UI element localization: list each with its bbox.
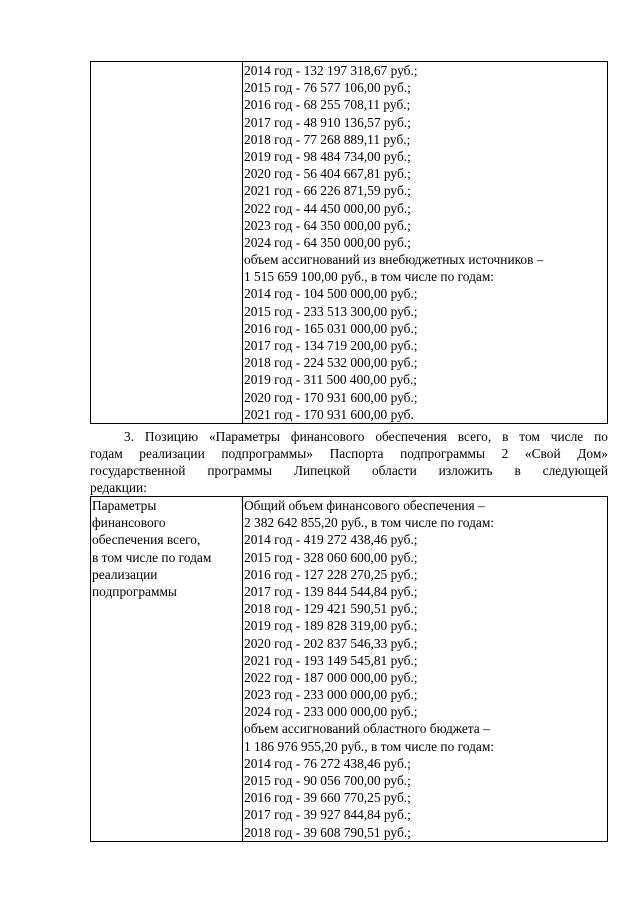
parameter-name-line: Параметры [92,498,157,513]
funding-line: 2019 год - 311 500 400,00 руб.; [244,372,418,388]
parameter-name-line: подпрограммы [92,583,177,599]
financing-table-new [90,496,608,842]
parameter-name-line: обеспечения всего, [92,532,201,548]
funding-line: 2017 год - 134 719 200,00 руб.; [244,338,418,353]
parameter-name-line: в том числе по годам [92,549,212,565]
funding-line: 2023 год - 233 000 000,00 руб.; [244,687,418,703]
funding-line: 2015 год - 328 060 600,00 руб.; [244,549,418,565]
funding-line: 2016 год - 127 228 270,25 руб.; [244,566,418,582]
funding-line: 2016 год - 39 660 770,25 руб.; [244,790,411,806]
table-row [91,62,608,424]
funding-line: 2020 год - 202 837 546,33 руб.; [244,635,418,651]
funding-line: 2014 год - 132 197 318,67 руб.; [244,63,418,78]
funding-line: 2017 год - 39 927 844,84 руб.; [244,807,411,823]
parameter-name-line: финансового [92,515,166,531]
table-row [91,497,608,842]
parameter-cell-empty [91,62,243,424]
funding-line: Общий объем финансового обеспечения – [244,498,485,513]
funding-line: объем ассигнований из внебюджетных источников – [244,252,544,268]
values-cell [243,62,608,424]
funding-line: 2015 год - 233 513 300,00 руб.; [244,303,418,319]
funding-line: 2015 год - 90 056 700,00 руб.; [244,773,411,788]
funding-line: 2021 год - 193 149 545,81 руб.; [244,652,418,668]
funding-line: 1 515 659 100,00 руб., в том числе по годам: [244,269,495,285]
funding-line: 2024 год - 64 350 000,00 руб.; [244,234,411,250]
funding-line: 2016 год - 165 031 000,00 руб.; [244,320,418,336]
funding-line: 2017 год - 139 844 544,84 руб.; [244,583,418,599]
funding-line: 1 186 976 955,20 руб., в том числе по годам: [244,738,495,754]
paragraph-line: 3. Позицию «Параметры финансового обеспечения всего, в том числе по [124,429,608,444]
funding-line: 2018 год - 224 532 000,00 руб.; [244,355,418,371]
funding-line: 2020 год - 56 404 667,81 руб.; [244,166,411,182]
funding-line: объем ассигнований областного бюджета – [244,721,490,737]
paragraph-line: годам реализации подпрограммы» Паспорта подпрограммы 2 «Свой Дом» [90,446,608,461]
funding-line: 2022 год - 44 450 000,00 руб.; [244,200,411,216]
funding-line: 2023 год - 64 350 000,00 руб.; [244,217,411,233]
funding-line: 2019 год - 189 828 319,00 руб.; [244,618,418,634]
parameter-name-line: реализации [92,566,158,582]
funding-line: 2014 год - 76 272 438,46 руб.; [244,755,411,771]
parameter-name-cell [91,497,243,842]
paragraph-line: редакции: [90,480,147,495]
funding-line: 2022 год - 187 000 000,00 руб.; [244,669,418,685]
amendment-paragraph [90,428,608,496]
funding-line: 2021 год - 66 226 871,59 руб.; [244,183,411,199]
funding-line: 2 382 642 855,20 руб., в том числе по годам: [244,515,495,531]
funding-line: 2014 год - 104 500 000,00 руб.; [244,286,418,302]
funding-line: 2015 год - 76 577 106,00 руб.; [244,80,411,96]
paragraph-line: государственной программы Липецкой области изложить в следующей [90,463,608,478]
funding-line: 2016 год - 68 255 708,11 руб.; [244,97,411,113]
funding-line: 2020 год - 170 931 600,00 руб.; [244,389,418,405]
funding-line: 2024 год - 233 000 000,00 руб.; [244,704,418,720]
funding-line: 2018 год - 77 268 889,11 руб.; [244,131,411,147]
funding-line: 2018 год - 129 421 590,51 руб.; [244,601,418,617]
funding-line: 2021 год - 170 931 600,00 руб. [244,406,414,422]
funding-line: 2018 год - 39 608 790,51 руб.; [244,824,411,840]
funding-line: 2014 год - 419 272 438,46 руб.; [244,532,418,548]
funding-line: 2017 год - 48 910 136,57 руб.; [244,114,411,130]
values-cell [243,497,608,842]
financing-table-continued [90,61,608,424]
funding-line: 2019 год - 98 484 734,00 руб.; [244,148,411,164]
